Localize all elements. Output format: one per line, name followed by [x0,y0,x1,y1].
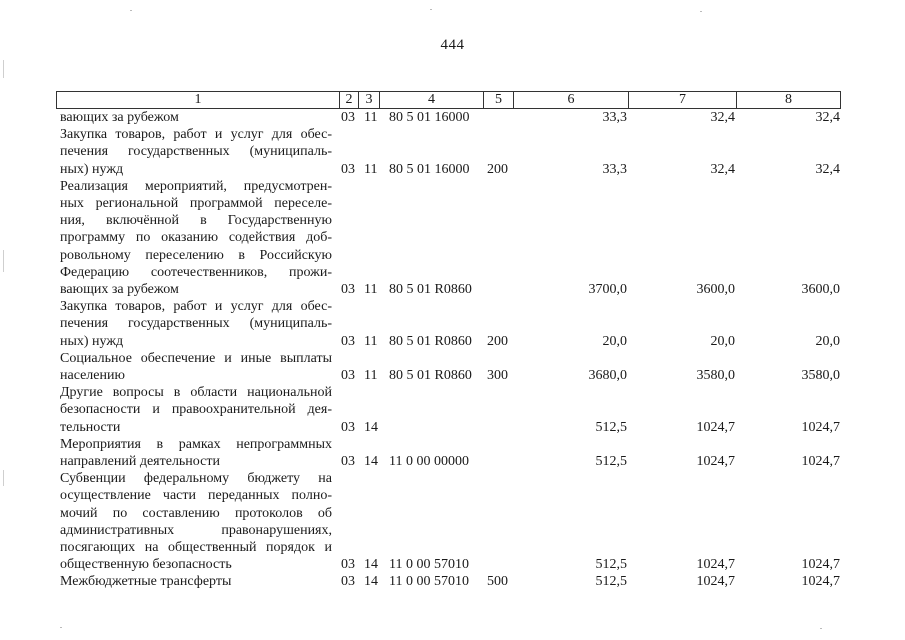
cell-col-2: 03 [341,454,355,469]
cell-col-3: 11 [364,161,378,177]
row-text-line: Субвенции федеральному бюджету на [60,471,332,487]
scan-edge [3,60,4,78]
row-text-line: ния, включённой в Государственную [60,213,332,229]
row-text-line: Другие вопросы в области национальной [60,385,332,401]
cell-col-4: 11 0 00 57010 [389,574,469,590]
row-text-line: посягающих на общественный порядок и [60,539,332,555]
row-text-line: осуществление части переданных полно- [60,488,332,504]
row-text-line: Закупка товаров, работ и услуг для обес- [60,127,332,143]
row-text-line: печения государственных (муниципаль- [60,144,332,160]
cell-col-8: 1024,7 [801,574,840,590]
cell-col-5: 200 [487,333,508,349]
cell-col-8: 3600,0 [801,282,840,297]
cell-col-8: 1024,7 [801,454,840,469]
cell-col-3: 14 [364,419,378,435]
table-row-text [60,384,332,436]
header-col-4: 4 [380,92,484,108]
cell-col-5: 300 [487,368,508,383]
scan-edge [3,470,4,486]
header-col-5: 5 [484,92,514,108]
cell-col-2: 03 [341,110,355,125]
row-text-line: ных) нужд [60,161,124,177]
cell-col-6: 33,3 [602,110,627,125]
row-text-line: Федерацию соотечественников, прожи- [60,264,332,280]
cell-col-2: 03 [341,574,355,590]
cell-col-8: 32,4 [815,110,840,125]
cell-col-3: 14 [364,574,378,590]
cell-col-2: 03 [341,419,355,435]
row-text-line: вающих за рубежом [60,281,179,297]
cell-col-3: 11 [364,282,378,297]
row-text-line: безопасности и правоохранительной дея- [60,402,332,418]
cell-col-7: 3600,0 [696,282,735,297]
cell-col-2: 03 [341,161,355,177]
row-text-line: мочий по составлению протоколов об [60,505,332,521]
scan-speck [700,11,702,12]
row-text-line: Реализация мероприятий, предусмотрен- [60,178,332,194]
cell-col-6: 20,0 [602,333,627,349]
row-text-line: Закупка товаров, работ и услуг для обес- [60,299,332,315]
row-text-line: административных правонарушениях, [60,522,332,538]
table-row-text [60,126,332,178]
cell-col-6: 3700,0 [588,282,627,297]
cell-col-6: 3680,0 [588,368,627,383]
cell-col-3: 14 [364,454,378,469]
cell-col-7: 3580,0 [696,368,735,383]
cell-col-7: 1024,7 [696,557,735,573]
header-col-7: 7 [629,92,737,108]
cell-col-4: 80 5 01 R0860 [389,368,472,383]
cell-col-2: 03 [341,333,355,349]
table-row-text [60,436,332,470]
table-row-text [60,350,332,384]
cell-col-6: 512,5 [595,557,627,573]
cell-col-6: 512,5 [595,574,627,590]
row-text-line: программу по оказанию содействия доб- [60,230,332,246]
cell-col-7: 1024,7 [696,419,735,435]
cell-col-8: 1024,7 [801,557,840,573]
scan-edge [3,250,4,272]
header-col-8: 8 [785,92,792,107]
cell-col-3: 11 [364,368,378,383]
cell-col-7: 1024,7 [696,454,735,469]
cell-col-6: 33,3 [602,161,627,177]
cell-col-7: 32,4 [710,161,735,177]
cell-col-4: 11 0 00 57010 [389,557,469,573]
table-row-text [60,573,332,590]
cell-col-2: 03 [341,368,355,383]
header-col-3: 3 [359,92,380,108]
cell-col-7: 32,4 [710,110,735,125]
cell-col-4: 80 5 01 R0860 [389,333,472,349]
cell-col-7: 20,0 [710,333,735,349]
table-row-text [60,298,332,350]
cell-col-7: 1024,7 [696,574,735,590]
table-row-text [60,109,332,126]
row-text-line: направлений деятельности [60,453,220,469]
header-col-2: 2 [340,92,359,108]
table-row-text [60,178,332,298]
row-text-line: ровольному переселению в Российскую [60,247,332,263]
row-text-line: ных региональной программой переселе- [60,195,332,211]
header-col-1: 1 [57,92,340,108]
row-text-line: Межбюджетные трансферты [60,574,232,590]
scan-speck [60,627,62,628]
table-row-text [60,470,332,573]
cell-col-5: 200 [487,161,508,177]
cell-col-8: 32,4 [815,161,840,177]
row-text-line: общественную безопасность [60,557,232,573]
row-text-line: населению [60,367,125,383]
row-text-line: ных) нужд [60,333,124,349]
cell-col-4: 80 5 01 16000 [389,161,470,177]
cell-col-3: 11 [364,110,378,125]
cell-col-2: 03 [341,557,355,573]
table-header [56,91,841,109]
cell-col-4: 11 0 00 00000 [389,454,469,469]
cell-col-8: 3580,0 [801,368,840,383]
page-number: 444 [440,37,465,53]
cell-col-4: 80 5 01 16000 [389,110,470,125]
cell-col-5: 500 [487,574,508,590]
scan-speck [820,628,822,629]
row-text-line: тельности [60,419,121,435]
row-text-line: Социальное обеспечение и иные выплаты [60,350,332,366]
row-text-line: вающих за рубежом [60,110,179,125]
scan-speck [430,9,432,10]
cell-col-8: 1024,7 [801,419,840,435]
scan-speck [130,10,132,11]
cell-col-6: 512,5 [595,419,627,435]
row-text-line: Мероприятия в рамках непрограммных [60,436,332,452]
row-text-line: печения государственных (муниципаль- [60,316,332,332]
cell-col-8: 20,0 [815,333,840,349]
cell-col-4: 80 5 01 R0860 [389,282,472,297]
cell-col-3: 14 [364,557,378,573]
cell-col-6: 512,5 [595,454,627,469]
header-col-6: 6 [514,92,629,108]
cell-col-2: 03 [341,282,355,297]
cell-col-3: 11 [364,333,378,349]
